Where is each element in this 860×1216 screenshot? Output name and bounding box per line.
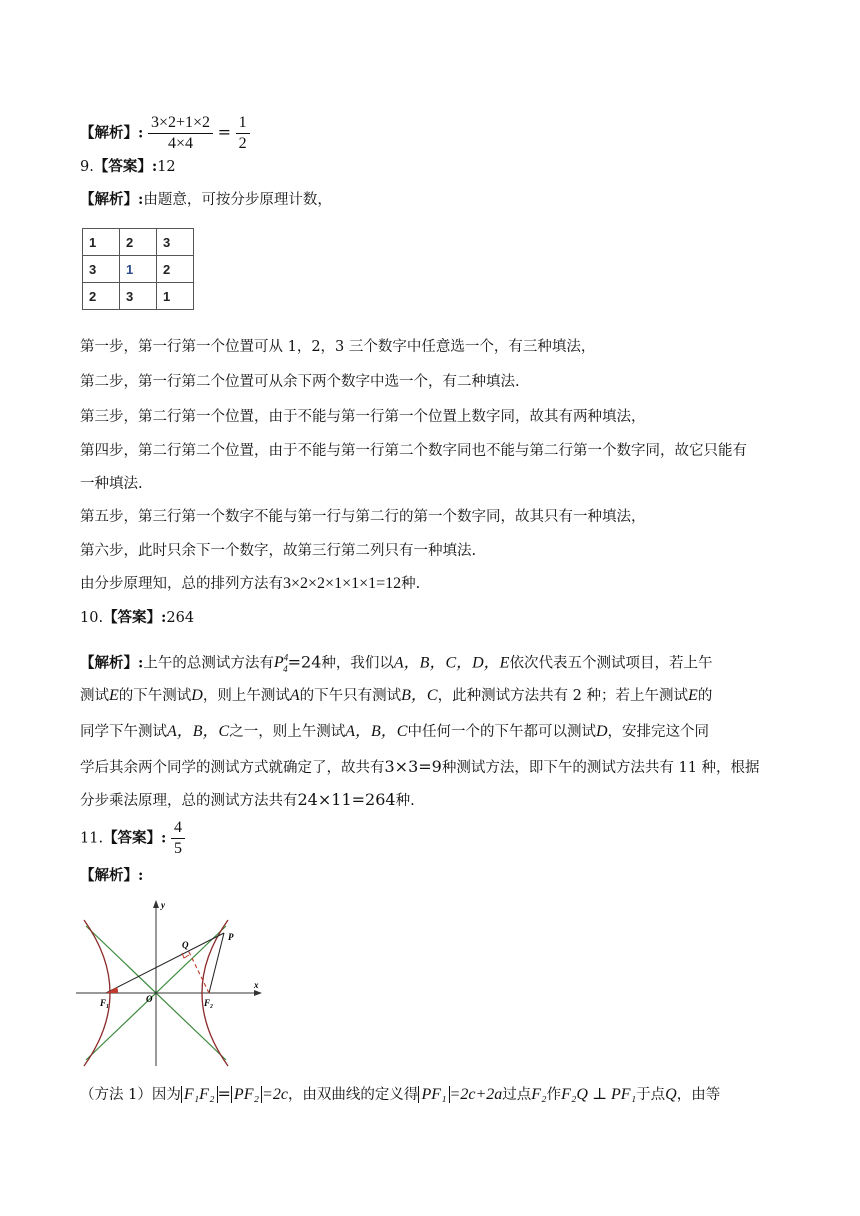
text: ，由等 (676, 1087, 721, 1103)
q9-step: 第三步，第二行第一个位置，由于不能与第一行第一个位置上数字同，故其有两种填法， (80, 409, 646, 425)
text: 依次代表五个测试项目，若上午 (509, 655, 713, 672)
q10-line-2 (80, 686, 712, 706)
answer-label: 【答案】: (103, 829, 167, 847)
math: E (109, 687, 119, 704)
q11-method-line (80, 1084, 720, 1105)
label-p: P (228, 932, 234, 942)
q10-number: 10. (80, 610, 104, 626)
math: E (688, 687, 698, 704)
text: 中任何一个的下午都可以测试 (407, 724, 596, 740)
math: =2c (262, 1086, 288, 1103)
analysis-label: 【解析】: (80, 867, 144, 884)
label-f1: F₁ (100, 998, 110, 1008)
grid-cell: 2 (120, 229, 157, 256)
perm-symbol: $P^4_4$ (273, 653, 289, 674)
q8-fraction (148, 113, 213, 154)
text: 的 (697, 688, 713, 704)
q8-denominator: 4×4 (167, 135, 194, 152)
math: A (289, 687, 300, 704)
text: ，此种测试方法共有 2 种；若上午测试 (437, 688, 689, 704)
q10-answer-line (80, 608, 194, 628)
text: ，则上午测试 (202, 688, 290, 704)
q8-numerator: 3×2+1×2 (148, 113, 213, 134)
text: ，由双曲线的定义得 (287, 1087, 419, 1103)
grid-row (83, 256, 194, 283)
math: 3×3=9 (384, 757, 442, 776)
text: （方法 1）因为 (80, 1087, 181, 1103)
grid-cell: 3 (83, 256, 120, 283)
label-q: Q (182, 940, 189, 950)
grid-cell: 3 (157, 229, 194, 256)
q9-conclusion-math: 3×2×2×1×1×1=12 (283, 575, 402, 592)
q10-line-4 (80, 757, 760, 778)
math: A，B，C (345, 723, 408, 740)
analysis-label: 【解析】: (80, 124, 144, 142)
grid-cell: 2 (157, 256, 194, 283)
latin-square-grid (82, 228, 194, 310)
math: Q (665, 1086, 677, 1103)
segment-f2q (188, 950, 209, 993)
text: 分步乘法原理，总的测试方法共有 (80, 793, 298, 809)
label-f2: F₂ (204, 998, 214, 1008)
text: 的下午只有测试 (299, 688, 402, 704)
text: 于点 (636, 1087, 666, 1103)
q11-answer-line (80, 818, 185, 859)
grid-cell: 2 (83, 283, 120, 310)
x-axis-arrow-icon (254, 990, 262, 996)
text: 种测试方法，即下午的测试方法共有 11 种，根据 (441, 760, 760, 776)
q8-result-numerator: 1 (236, 113, 250, 134)
text: 种. (395, 793, 415, 809)
text: 测试 (80, 688, 109, 704)
q10-line-1 (80, 648, 712, 679)
math: A，B，C (167, 723, 230, 740)
q11-answer-denominator: 5 (174, 840, 183, 857)
text: 种，我们以 (321, 655, 394, 672)
grid-cell: 1 (157, 283, 194, 310)
math: 24×11=264 (297, 790, 396, 809)
q9-step: 第四步，第二行第二个位置，由于不能与第一行第二个数字同也不能与第二行第一个数字同，故它只能有 (80, 443, 747, 459)
q9-step: 第一步，第一行第一个位置可从 1，2，3 三个数字中任意选一个，有三种填法， (80, 339, 596, 355)
q9-step: 第五步，第三行第一个数字不能与第一行与第二行的第一个数字同，故其只有一种填法， (80, 509, 646, 525)
text: 作 (546, 1087, 562, 1103)
q9-analysis-text: 由题意，可按分步原理计数， (143, 192, 332, 208)
math: F₂Q ⊥ PF₁ (561, 1086, 637, 1103)
q10-answer: 264 (166, 610, 195, 626)
q10-line-3 (80, 722, 709, 742)
q8-result-denominator: 2 (238, 135, 247, 152)
q9-number: 9. (80, 159, 94, 175)
grid-row (83, 229, 194, 256)
answer-label: 【答案】: (103, 609, 167, 626)
q9-step: 第二步，第一行第二个位置可从余下两个数字中选一个，有二种填法. (80, 374, 520, 390)
q11-number: 11. (80, 830, 104, 847)
math: =24 (287, 652, 322, 672)
text: 的下午测试 (118, 688, 192, 704)
abs-pf2: PF₂ (231, 1086, 262, 1103)
q9-step: 一种填法. (80, 476, 143, 492)
math: = (217, 1084, 231, 1103)
text: ，安排完这个同 (607, 724, 710, 740)
grid-cell: 1 (83, 229, 120, 256)
analysis-label: 【解析】: (80, 654, 144, 672)
y-axis-arrow-icon (153, 900, 159, 908)
text: 上午的总测试方法有 (143, 655, 274, 672)
math: A，B，C，D，E (393, 654, 510, 672)
text: 学后其余两个同学的测试方式就确定了，故共有 (80, 760, 385, 776)
math: =2c+2a (449, 1086, 503, 1103)
q9-answer: 12 (157, 159, 176, 175)
label-origin: O (146, 994, 153, 1004)
grid-cell: 1 (120, 256, 157, 283)
text: 过点 (502, 1087, 532, 1103)
abs-pf1: PF₁ (418, 1086, 449, 1103)
q9-answer-line (80, 157, 176, 177)
q8-equals: = (217, 122, 232, 142)
q11-analysis-line (80, 866, 143, 886)
grid-cell: 3 (120, 283, 157, 310)
q8-analysis (80, 113, 250, 154)
q11-answer-numerator: 4 (171, 818, 185, 839)
hyperbola-figure (76, 898, 266, 1068)
text: 同学下午测试 (80, 724, 167, 740)
q8-result-fraction (236, 113, 250, 154)
label-y: y (161, 900, 165, 910)
q9-conclusion-pre: 由分步原理知，总的排列方法有 (80, 576, 283, 592)
angle-mark-f1 (106, 987, 118, 993)
q10-line-5 (80, 790, 415, 811)
q9-conclusion-post: 种. (401, 576, 421, 592)
q9-conclusion (80, 574, 420, 594)
math: D (595, 723, 608, 740)
answer-label: 【答案】: (93, 158, 158, 175)
math: F₂ (531, 1086, 547, 1103)
math: B，C (401, 687, 438, 704)
q9-analysis-line (80, 190, 332, 210)
analysis-label: 【解析】: (80, 191, 144, 208)
math: D (191, 687, 203, 704)
text: 之一，则上午测试 (229, 724, 346, 740)
q9-step: 第六步，此时只余下一个数字，故第三行第二列只有一种填法. (80, 543, 477, 559)
segment-pf2 (209, 933, 224, 993)
q11-answer-fraction (171, 818, 185, 859)
abs-f1f2: F₁F₂ (181, 1086, 218, 1103)
grid-row (83, 283, 194, 310)
label-x: x (254, 980, 259, 990)
